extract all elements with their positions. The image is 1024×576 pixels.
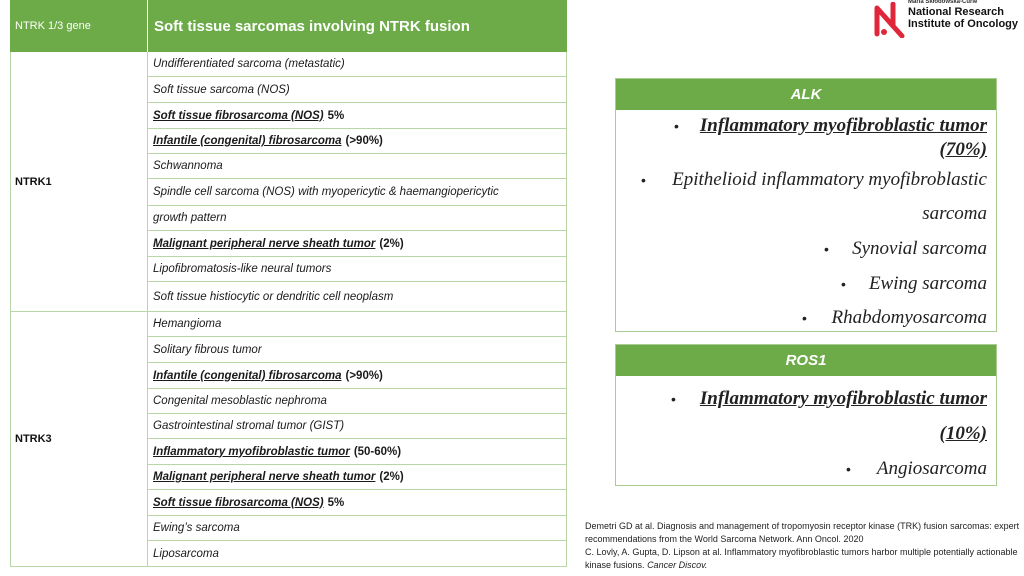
- table-row: [148, 337, 567, 363]
- sarcoma-name: Hemangioma: [153, 318, 222, 330]
- references: [585, 520, 1023, 572]
- frequency-label: (>90%): [345, 369, 383, 382]
- reference-2-journal: Cancer Discov.: [647, 560, 708, 570]
- bullet-icon: •: [841, 276, 846, 292]
- alk-item-line: sarcoma: [922, 203, 987, 224]
- reference-2: [585, 546, 1023, 572]
- table-row: [148, 312, 567, 337]
- ros1-box: [615, 344, 997, 486]
- ros1-item-line: Inflammatory myofibroblastic tumor: [699, 388, 987, 409]
- ntrk-table: [10, 0, 567, 570]
- sarcoma-name: Congenital mesoblastic nephroma: [153, 395, 327, 407]
- ros1-title: ROS1: [616, 345, 996, 376]
- table-row: [148, 77, 567, 103]
- logo-small-text: Maria Skłodowska-Curie: [908, 0, 978, 5]
- sarcoma-name: Soft tissue fibrosarcoma (NOS): [153, 109, 324, 122]
- bullet-icon: •: [802, 310, 807, 326]
- sarcoma-name: Infantile (congenital) fibrosarcoma: [153, 135, 342, 147]
- table-row: [148, 516, 567, 541]
- table-row: [148, 52, 567, 77]
- alk-box: [615, 78, 997, 332]
- alk-item-line: (70%): [939, 139, 987, 160]
- bullet-icon: •: [824, 241, 829, 257]
- bullet-icon: •: [671, 391, 676, 407]
- table-row: [148, 206, 567, 231]
- gene-label-ntrk1: NTRK1: [10, 52, 148, 312]
- sarcoma-name: growth pattern: [153, 212, 227, 224]
- sarcoma-name: Infantile (congenital) fibrosarcoma: [153, 369, 342, 382]
- table-row: [148, 129, 567, 154]
- logo-line-2: Institute of Oncology: [908, 18, 1018, 30]
- sarcoma-name: Ewing’s sarcoma: [153, 522, 240, 534]
- table-row: [148, 103, 567, 129]
- alk-item-line: Inflammatory myofibroblastic tumor: [699, 115, 987, 136]
- logo-line-1: National Research: [908, 6, 1004, 18]
- frequency-label: (2%): [379, 237, 404, 250]
- sarcoma-name: Spindle cell sarcoma (NOS) with myopericytic & haemangiopericytic: [153, 186, 499, 198]
- ros1-item-line: (10%): [939, 423, 987, 444]
- table-row: [148, 389, 567, 414]
- sarcoma-name: Undifferentiated sarcoma (metastatic): [153, 58, 345, 70]
- table-row: [148, 363, 567, 389]
- table-row: [148, 154, 567, 179]
- reference-2-main: C. Lovly, A. Gupta, D. Lipson at al. Inflammatory myofibroblastic tumors harbor multiple potentially actionable kinase fusions.: [585, 547, 1018, 570]
- table-row: [148, 414, 567, 439]
- bullet-icon: •: [674, 118, 679, 134]
- gene-label-ntrk3: NTRK3: [10, 312, 148, 567]
- institute-logo: [874, 0, 1024, 40]
- table-row: [148, 179, 567, 206]
- table-row: [148, 439, 567, 465]
- table-row: [148, 465, 567, 490]
- alk-title: ALK: [616, 79, 996, 110]
- table-row: [148, 490, 567, 516]
- table-row: [148, 231, 567, 257]
- sarcoma-name: Lipofibromatosis-like neural tumors: [153, 263, 332, 275]
- bullet-icon: •: [846, 461, 851, 477]
- bullet-icon: •: [641, 172, 646, 188]
- alk-item-line: Ewing sarcoma: [868, 273, 987, 294]
- table-row: [148, 282, 567, 312]
- sarcoma-name: Gastrointestinal stromal tumor (GIST): [153, 420, 345, 432]
- sarcoma-name: Malignant peripheral nerve sheath tumor: [153, 471, 376, 483]
- frequency-label: (50-60%): [353, 445, 402, 458]
- table-row: [148, 257, 567, 282]
- reference-1: Demetri GD at al. Diagnosis and management of tropomyosin receptor kinase (TRK) fusion sarcomas: expert recommendations from the World Sarcoma Network. Ann Oncol. 2020: [585, 521, 1020, 544]
- frequency-label: 5%: [327, 109, 345, 122]
- frequency-label: (2%): [379, 471, 404, 483]
- frequency-label: 5%: [327, 496, 345, 509]
- sarcoma-name: Soft tissue histiocytic or dendritic cell neoplasm: [153, 290, 394, 303]
- sarcoma-name: Liposarcoma: [153, 547, 219, 560]
- logo-mark-icon: [874, 2, 906, 38]
- gene-column-header: NTRK 1/3 gene: [10, 0, 148, 52]
- ros1-item-line: Angiosarcoma: [876, 458, 987, 479]
- alk-item-line: Epithelioid inflammatory myofibroblastic: [672, 169, 987, 190]
- sarcoma-name: Schwannoma: [153, 160, 223, 172]
- sarcoma-name: Malignant peripheral nerve sheath tumor: [153, 237, 376, 250]
- sarcoma-name: Solitary fibrous tumor: [153, 343, 262, 356]
- table-row: [148, 541, 567, 567]
- sarcoma-name: Soft tissue fibrosarcoma (NOS): [153, 496, 324, 509]
- alk-item-line: Synovial sarcoma: [852, 238, 987, 259]
- table-title: Soft tissue sarcomas involving NTRK fusion: [148, 0, 567, 52]
- frequency-label: (>90%): [345, 135, 383, 147]
- sarcoma-name: Soft tissue sarcoma (NOS): [153, 83, 290, 96]
- sarcoma-name: Inflammatory myofibroblastic tumor: [153, 445, 350, 458]
- alk-item-line: Rhabdomyosarcoma: [831, 307, 987, 328]
